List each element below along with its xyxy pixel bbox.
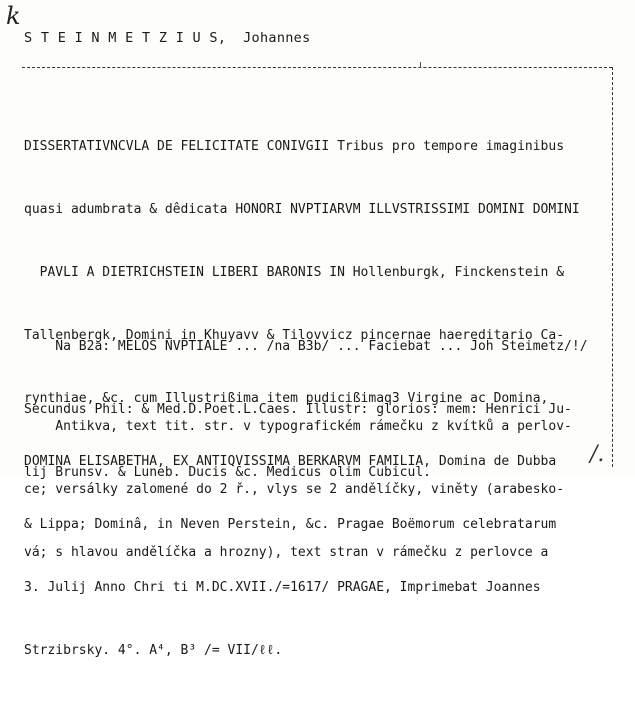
note-line: Secundus Phil: & Med.D.Poet.L.Caes. Illustr: glorios: mem: Henrici Ju- xyxy=(24,402,572,417)
description-line: Antikva, text tit. str. v typografickém rámečku z kvítků a perlov- xyxy=(24,419,572,434)
rule-tick xyxy=(420,62,427,68)
dashed-rule-top xyxy=(22,67,612,68)
bottom-handwritten-mark: /. xyxy=(590,442,605,467)
description-line: vá; s hlavou andělíčka a hrozny), text stran v rámečku z perlovce a xyxy=(24,545,549,560)
corner-handwritten-mark: k xyxy=(6,2,21,30)
dashed-rule-right xyxy=(612,67,613,467)
description-line: ce; versálky zalomené do 2 ř., vlys se 2 andělíčky, viněty (arabesko- xyxy=(24,482,565,497)
author-heading: S T E I N M E T Z I U S, Johannes xyxy=(24,30,311,46)
title-line: & Lippa; Dominâ, in Neven Perstein, &c. Pragae Boëmorum celebratarum xyxy=(24,517,557,532)
title-line: DOMINA ELISABETHA, EX ANTIQVISSIMA BERKARVM FAMILIA, Domina de Dubba xyxy=(24,454,557,469)
title-line: quasi adumbrata & dêdicata HONORI NVPTIARVM ILLVSTRISSIMI DOMINI DOMINI xyxy=(24,202,580,217)
physical-description xyxy=(24,374,609,605)
title-line: rynthiae, &c. cum Illustrißima item pudicißimaq3 Virgine ac Domina, xyxy=(24,391,549,406)
title-line: PAVLI A DIETRICHSTEIN LIBERI BARONIS IN Hollenburgk, Finckenstein & xyxy=(24,265,565,280)
note-line: lij Brunsv. & Luneb. Ducis &c. Medicus olim Cubicul. xyxy=(24,465,431,480)
title-line: Strzibrsky. 4°. A⁴, B³ /= VII/ℓℓ. xyxy=(24,643,283,658)
title-line: DISSERTATIVNCVLA DE FELICITATE CONIVGII Tribus pro tempore imaginibus xyxy=(24,139,565,154)
title-line: Tallenbergk, Domini in Khuyavv & Tilovvicz pincernae haereditario Ca- xyxy=(24,328,565,343)
title-line: 3. Julij Anno Chri ti M.DC.XVII./=1617/ PRAGAE, Imprimebat Joannes xyxy=(24,580,541,595)
note-line: Na B2a: MELOS NVPTIALE ... /na B3b/ ... Faciebat ... Joh Steimetz/!/ xyxy=(24,339,588,354)
